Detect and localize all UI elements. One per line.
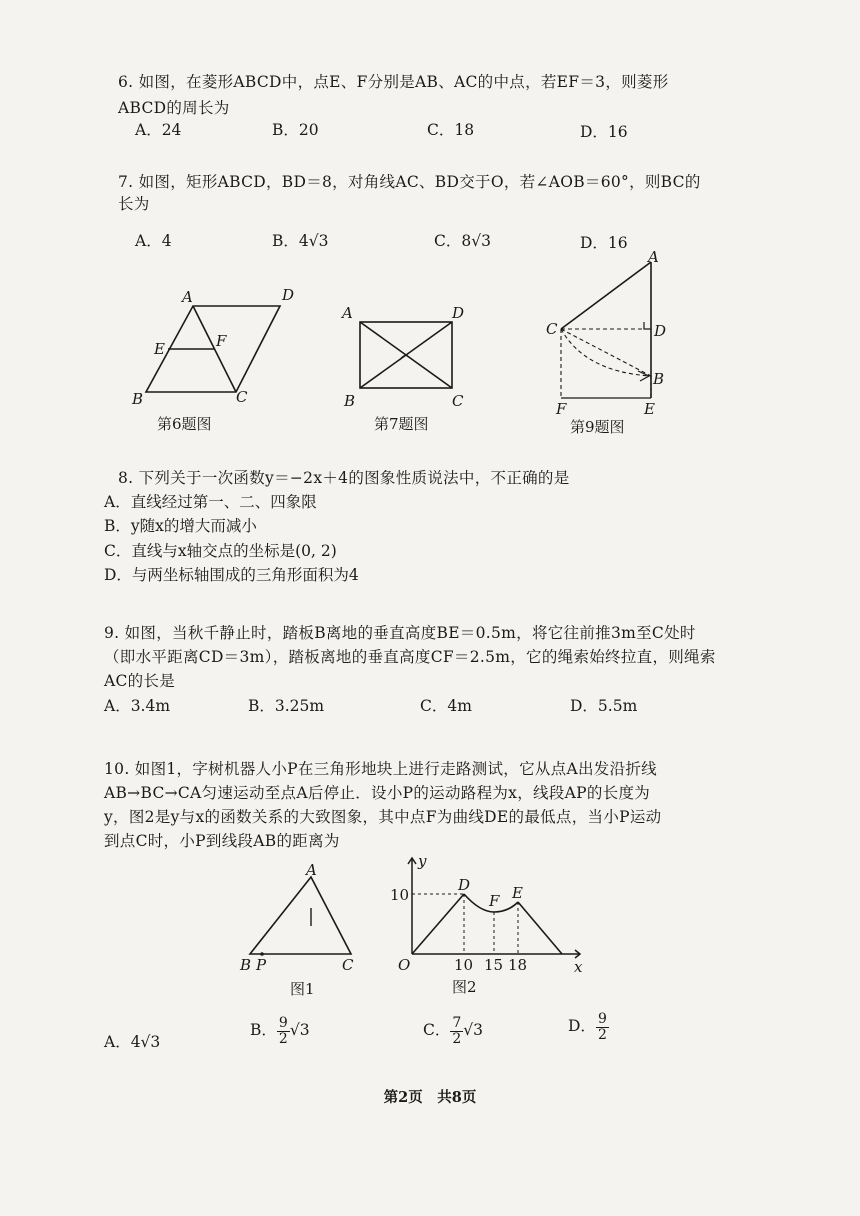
fig7-label-b: B xyxy=(344,392,356,410)
q9-line1: 9. 如图，当秋千静止时，踏板B离地的垂直高度BE＝0.5m，将它往前推3m至C处时 xyxy=(104,624,696,642)
q10-option-c-prefix: C． xyxy=(423,1021,451,1040)
q10-option-a: A．4√3 xyxy=(104,1033,161,1051)
q10-option-c-numerator: 7 xyxy=(452,1015,462,1031)
q8-option-d: D．与两坐标轴围成的三角形面积为4 xyxy=(104,566,359,584)
fig7-label-c: C xyxy=(452,392,464,410)
q10-line1: 10. 如图1，字树机器人小P在三角形地块上进行走路测试，它从点A出发沿折线 xyxy=(104,760,657,778)
q9-option-d: D．5.5m xyxy=(570,697,638,715)
fig10-2-axis-y: y xyxy=(418,852,427,870)
fig10-2-point-e: E xyxy=(512,884,523,902)
q10-line4: 到点C时，小P到线段AB的距离为 xyxy=(104,832,340,850)
fig7-caption: 第7题图 xyxy=(374,415,429,433)
q10-option-d-fraction xyxy=(596,1012,609,1042)
fig10-1-label-c: C xyxy=(342,956,354,974)
fig6-label-b: B xyxy=(132,390,144,408)
fig10-2-origin: O xyxy=(398,956,411,974)
fig9-label-a: A xyxy=(648,248,659,266)
q7-option-b: B．4√3 xyxy=(272,232,329,250)
q6-line1: 6. 如图，在菱形ABCD中，点E、F分别是AB、AC的中点，若EF＝3，则菱形 xyxy=(118,73,669,91)
page-footer: 第2页 共8页 xyxy=(383,1089,477,1106)
fig9-label-d: D xyxy=(654,322,667,340)
fig7-label-d: D xyxy=(452,304,465,322)
q6-line2: ABCD的周长为 xyxy=(118,99,230,117)
fig6-label-d: D xyxy=(282,286,295,304)
q10-option-c-denominator: 2 xyxy=(452,1030,462,1047)
fig9-label-f: F xyxy=(556,400,567,418)
q9-option-b: B．3.25m xyxy=(248,697,325,715)
fig10-2-x-tick-15: 15 xyxy=(484,956,504,974)
fig10-1-label-b: B xyxy=(240,956,252,974)
fig10-1-caption: 图1 xyxy=(290,980,315,998)
fig10-1-label-p: P xyxy=(256,956,267,974)
fig10-2-y-tick: 10 xyxy=(390,886,410,904)
q6-option-b: B．20 xyxy=(272,121,319,139)
q10-option-d-prefix: D． xyxy=(568,1017,596,1036)
q9-line3: AC的长是 xyxy=(104,672,176,690)
fig9-label-b: B xyxy=(653,370,665,388)
fig7-label-a: A xyxy=(342,304,353,322)
q10-option-b-suffix: √3 xyxy=(289,1021,310,1040)
q7-option-c: C．8√3 xyxy=(434,232,491,250)
fig6-label-f: F xyxy=(216,332,227,350)
q10-option-b-numerator: 9 xyxy=(278,1015,288,1031)
fig10-2-caption: 图2 xyxy=(452,978,477,996)
fig10-2-point-f: F xyxy=(489,892,500,910)
q10-option-b-prefix: B． xyxy=(250,1021,277,1040)
fig10-1-label-a: A xyxy=(306,861,317,879)
fig6-label-e: E xyxy=(154,340,165,358)
q9-option-a: A．3.4m xyxy=(104,697,171,715)
fig10-2-axis-x: x xyxy=(574,958,583,976)
q8-option-c: C．直线与x轴交点的坐标是(0, 2) xyxy=(104,542,337,560)
fig10-2-x-tick-18: 18 xyxy=(508,956,528,974)
fig9-label-e: E xyxy=(644,400,655,418)
q10-line2: AB→BC→CA匀速运动至点A后停止．设小P的运动路程为x，线段AP的长度为 xyxy=(104,784,651,802)
q8-option-a: A．直线经过第一、二、四象限 xyxy=(104,493,317,511)
q10-line3: y，图2是y与x的函数关系的大致图象，其中点F为曲线DE的最低点，当小P运动 xyxy=(104,808,662,826)
q7-line1: 7. 如图，矩形ABCD，BD＝8，对角线AC、BD交于O，若∠AOB＝60°，则BC的 xyxy=(118,173,701,191)
q10-option-c xyxy=(423,1016,483,1046)
q6-option-d: D．16 xyxy=(580,123,628,141)
fig10-2-x-tick-10: 10 xyxy=(454,956,474,974)
q6-option-a: A．24 xyxy=(135,121,182,139)
fig6-label-c: C xyxy=(236,388,248,406)
q9-line2: （即水平距离CD＝3m），踏板离地的垂直高度CF＝2.5m，它的绳索始终拉直，则绳索 xyxy=(104,648,716,666)
q10-option-c-suffix: √3 xyxy=(463,1021,484,1040)
fig6-caption: 第6题图 xyxy=(157,415,212,433)
q7-line2: 长为 xyxy=(118,195,150,213)
q9-option-c: C．4m xyxy=(420,697,472,715)
q10-option-b-fraction xyxy=(277,1016,290,1046)
fig10-2-point-d: D xyxy=(458,876,471,894)
q6-option-c: C．18 xyxy=(427,121,475,139)
q10-option-b xyxy=(250,1016,310,1046)
q8-option-b: B．y随x的增大而减小 xyxy=(104,517,257,535)
fig9-caption: 第9题图 xyxy=(570,418,625,436)
q10-option-d-denominator: 2 xyxy=(597,1026,607,1043)
q8-stem: 8. 下列关于一次函数y＝−2x＋4的图象性质说法中，不正确的是 xyxy=(118,469,570,487)
fig9-label-c: C xyxy=(546,320,558,338)
q10-option-b-denominator: 2 xyxy=(278,1030,288,1047)
q10-option-d xyxy=(568,1012,609,1042)
q10-option-d-numerator: 9 xyxy=(597,1011,607,1027)
q7-option-a: A．4 xyxy=(135,232,172,250)
q10-option-c-fraction xyxy=(450,1016,463,1046)
q7-option-d: D．16 xyxy=(580,234,628,252)
fig6-label-a: A xyxy=(182,288,193,306)
